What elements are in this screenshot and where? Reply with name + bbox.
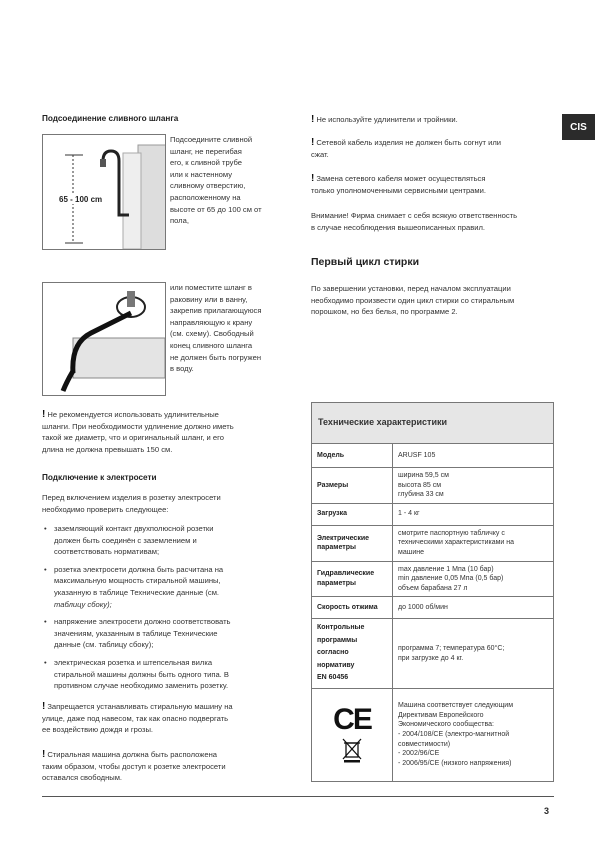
line: пола,	[170, 216, 189, 226]
line: в воду.	[170, 364, 194, 374]
line: заземляющий контакт двухполюсной розетки	[54, 524, 214, 533]
line: смотрите паспортную табличку с	[398, 529, 505, 537]
spec-value: до 1000 об/мин	[393, 597, 554, 619]
line: Электрические	[317, 534, 370, 542]
warning-extension	[42, 409, 297, 455]
line: Подсоедините сливной	[170, 135, 253, 144]
drain-text-sink	[170, 282, 295, 375]
warning-access	[42, 749, 304, 784]
warning-adapters	[311, 114, 561, 126]
line: при загрузке до 4 кг.	[398, 654, 464, 662]
weee-bin-icon	[341, 737, 363, 763]
line: - 2002/96/CE	[398, 750, 440, 758]
line: программы	[317, 636, 358, 644]
line: согласно	[317, 649, 349, 657]
line: в случае несоблюдения вышеописанных правил.	[311, 222, 486, 232]
line: необходимо произвести один цикл стирки со стиральным	[311, 295, 515, 305]
line: По завершении установки, перед началом эксплуатации	[311, 284, 511, 293]
line: такой же диаметр, что и оригинальный шланг, и его	[42, 433, 224, 443]
electric-heading: Подключение к электросети	[42, 473, 157, 482]
line: Гидравлические	[317, 570, 375, 578]
line: раковину или в ванну,	[170, 294, 248, 304]
line: противном случае необходимо заменить розетку.	[54, 681, 229, 691]
spec-value	[393, 525, 554, 561]
line: сливному отверстию,	[170, 181, 246, 191]
line: только уполномоченными сервисными центрами.	[311, 185, 486, 195]
table-row	[312, 468, 554, 504]
line: нормативу	[317, 661, 355, 669]
line: Экономического сообщества:	[398, 721, 494, 729]
line: оставался свободным.	[42, 773, 123, 783]
line: таблицу сбоку);	[54, 599, 112, 609]
drain-sink-figure	[42, 282, 166, 396]
line: шланг, не перегибая	[170, 146, 242, 156]
line: Директивам Европейского	[398, 711, 484, 719]
list-item: • розетка электросети должна быть расчитана на максимальную мощность стиральной машины, указанную в таблице Технические данные (см. таблицу сбоку);	[42, 564, 302, 610]
warning-cable-bend	[311, 137, 561, 160]
line: стиральной машины должны быть одного типа. В	[54, 669, 229, 679]
line: улице, даже под навесом, так как опасно подвергать	[42, 713, 229, 723]
line: Не используйте удлинители и тройники.	[316, 115, 458, 124]
spec-value	[393, 561, 554, 597]
line: max давление 1 Мпа (10 бар)	[398, 565, 494, 573]
warning-icon: !	[42, 409, 46, 420]
electric-checklist	[42, 523, 302, 698]
footer-divider	[42, 796, 554, 797]
electric-intro	[42, 492, 297, 515]
spec-key: Скорость отжима	[312, 597, 393, 619]
line: Не рекомендуется использовать удлинительные	[47, 410, 219, 419]
list-item: • напряжение электросети должно соответствовать значениям, указанным в таблице Технические данные (см. таблицу сбоку);	[42, 616, 302, 651]
line: конец сливного шланга	[170, 340, 253, 350]
language-tab: CIS	[562, 114, 595, 140]
line: Сетевой кабель изделия не должен быть согнут или	[316, 138, 502, 147]
line: или поместите шланг в	[170, 283, 252, 292]
sink-drain-illustration	[43, 283, 165, 395]
attention-note	[311, 210, 561, 233]
line: розетка электросети должна быть расчитана на	[54, 564, 224, 574]
line: электрическая розетка и штепсельная вилка	[54, 657, 213, 667]
list-item: • электрическая розетка и штепсельная вилка стиральной машины должны быть одного типа. В противном случае необходимо заменить розетку.	[42, 657, 302, 692]
drain-wall-figure	[42, 134, 166, 250]
table-row	[312, 597, 554, 619]
table-row	[312, 561, 554, 597]
drain-height-label: 65 - 100 cm	[59, 195, 103, 204]
line: необходимо проверить следующее:	[42, 504, 169, 514]
line: или к настенному	[170, 169, 232, 179]
line: данные (см. таблицу сбоку);	[54, 640, 154, 650]
line: ее воздействию дождя и грозы.	[42, 725, 154, 735]
table-row	[312, 688, 554, 781]
line: его, к сливной трубе	[170, 158, 242, 168]
line: указанную в таблице Технические данные (см.	[54, 587, 220, 597]
ce-mark-logo: CE	[333, 703, 371, 737]
line: машине	[398, 548, 424, 556]
drain-text-wall	[170, 134, 295, 227]
line: шланги. При необходимости удлинение должно иметь	[42, 421, 234, 431]
table-row	[312, 619, 554, 689]
line: min давление 0,05 Мпа (0,5 бар)	[398, 575, 504, 583]
line: EN 60456	[317, 674, 349, 682]
table-row	[312, 503, 554, 525]
line: Стиральная машина должна быть расположена	[47, 750, 217, 759]
line: напряжение электросети должно соответствовать	[54, 617, 231, 627]
wall-drain-illustration	[43, 135, 165, 249]
line: Перед включением изделия в розетку электросети	[42, 493, 221, 502]
warning-outdoor	[42, 701, 304, 736]
first-cycle-heading: Первый цикл стирки	[311, 256, 420, 268]
line: Машина соответствует следующим	[398, 702, 514, 710]
first-cycle-text	[311, 283, 561, 318]
line: максимальную мощность стиральной машины,	[54, 576, 221, 586]
spec-table	[311, 402, 554, 782]
line: параметры	[317, 579, 356, 587]
warning-icon: !	[311, 114, 315, 125]
spec-value: 1 - 4 кг	[393, 503, 554, 525]
line: параметры	[317, 544, 356, 552]
line: Запрещается устанавливать стиральную машину на	[47, 702, 233, 711]
line: не должен быть погружен	[170, 352, 262, 362]
line: длина не должна превышать 150 см.	[42, 444, 173, 454]
line: совместимости)	[398, 740, 451, 748]
line: высота 85 см	[398, 481, 442, 489]
line: соответствовать нормативам;	[54, 547, 160, 557]
line: сжат.	[311, 149, 329, 159]
spec-key	[312, 525, 393, 561]
line: должен быть соединён с заземлением и	[54, 535, 197, 545]
spec-value	[393, 468, 554, 504]
spec-table-title: Технические характеристики	[312, 403, 554, 444]
page-number: 3	[544, 806, 550, 816]
line: - 2004/108/CE (электро-магнитной	[398, 731, 510, 739]
drain-heading: Подсоединение сливного шланга	[42, 114, 179, 123]
line: Контрольные	[317, 624, 365, 632]
spec-value	[393, 688, 554, 781]
line: расположенному на	[170, 192, 241, 202]
spec-value: ARUSF 105	[393, 444, 554, 468]
line: закрепив прилагающуюся	[170, 306, 262, 316]
list-item: • заземляющий контакт двухполюсной розетки должен быть соединён с заземлением и соответствовать нормативам;	[42, 523, 302, 558]
line: направляющую к крану	[170, 317, 253, 327]
line: техническими характеристиками на	[398, 539, 515, 547]
warning-icon: !	[311, 137, 315, 148]
line: Внимание! Фирма снимает с себя всякую ответственность	[311, 211, 518, 220]
table-row	[312, 525, 554, 561]
spec-key: Загрузка	[312, 503, 393, 525]
spec-key: Модель	[312, 444, 393, 468]
warning-icon: !	[42, 701, 46, 712]
table-row	[312, 444, 554, 468]
line: ширина 59,5 см	[398, 472, 449, 479]
line: порошком, но без белья, по программе 2.	[311, 307, 458, 317]
line: значениям, указанным в таблице Технические	[54, 628, 218, 638]
spec-key	[312, 619, 393, 689]
warning-icon: !	[42, 749, 46, 760]
warning-cable-replace	[311, 173, 561, 196]
line: - 2006/95/CE (низкого напряжения)	[398, 759, 512, 767]
line: высоте от 65 до 100 см от	[170, 204, 262, 214]
line: таким образом, чтобы доступ к розетке электросети	[42, 761, 226, 771]
line: Замена сетевого кабеля может осуществляться	[316, 174, 486, 183]
warning-icon: !	[311, 173, 315, 184]
spec-key: Размеры	[312, 468, 393, 504]
line: глубина 33 см	[398, 491, 444, 499]
spec-value	[393, 619, 554, 689]
ce-marks-cell	[312, 688, 393, 781]
line: (см. схему). Свободный	[170, 329, 254, 339]
line: программа 7; температура 60°С;	[398, 645, 505, 652]
spec-key	[312, 561, 393, 597]
line: объем барабана 27 л	[398, 584, 468, 592]
